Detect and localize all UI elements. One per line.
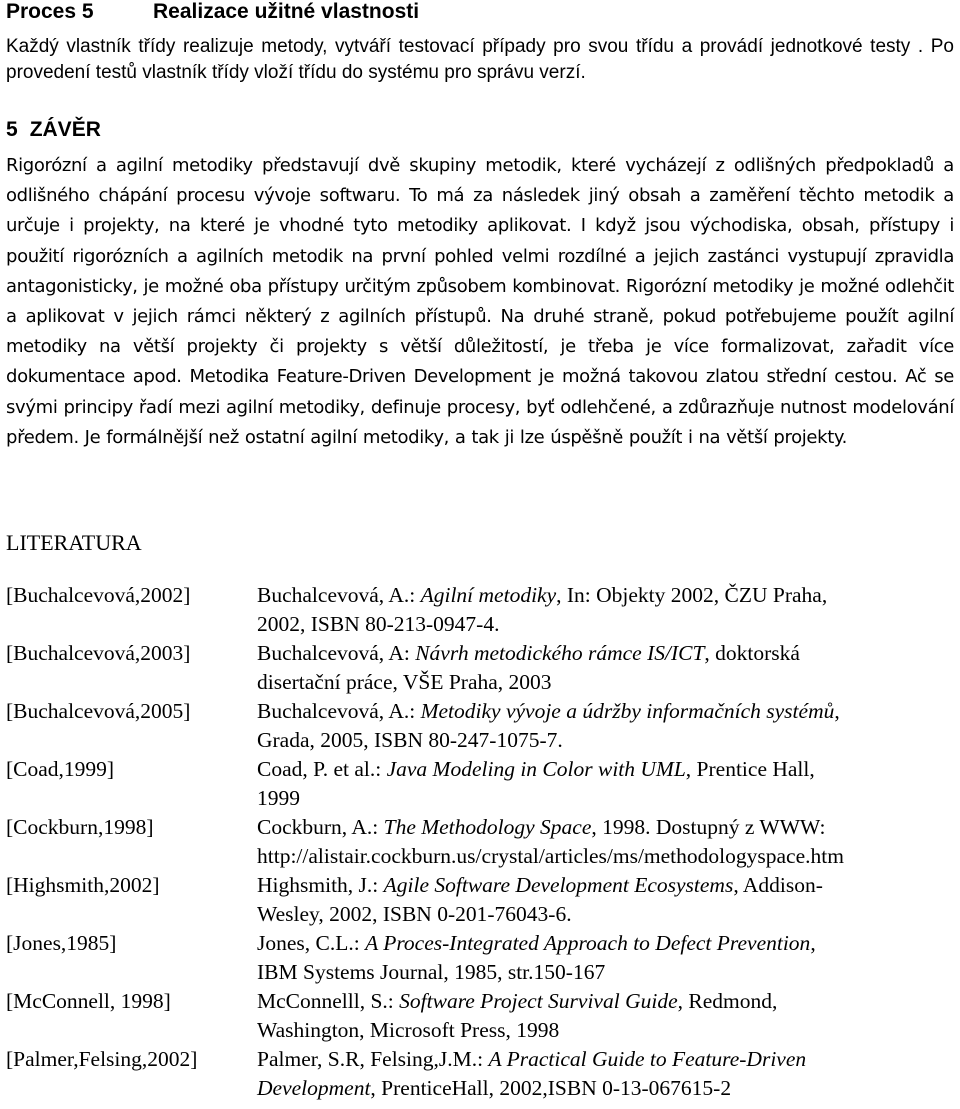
reference-line: [257, 610, 956, 639]
reference-body: [257, 755, 956, 813]
reference-line: [257, 987, 956, 1016]
literature-heading: LITERATURA: [6, 530, 142, 555]
reference-line: [257, 1074, 956, 1103]
reference-details: , doktorská: [704, 640, 800, 665]
reference-title: Software Project Survival Guide: [399, 988, 678, 1013]
reference-details: Washington, Microsoft Press, 1998: [257, 1017, 560, 1042]
reference-author: Buchalcevová, A.:: [257, 583, 421, 607]
reference-body: [257, 697, 956, 755]
process-title: Realizace užitné vlastnosti: [153, 0, 420, 23]
reference-line: [257, 581, 956, 610]
reference-details: 1999: [257, 785, 300, 810]
reference-key: [Buchalcevová,2005]: [6, 698, 191, 723]
reference-line: [257, 668, 956, 697]
reference-title: Java Modeling in Color with UML: [386, 756, 686, 781]
reference-title: A Proces-Integrated Approach to Defect Prevention: [365, 930, 811, 955]
reference-line: [257, 639, 956, 668]
reference-details: , Redmond,: [677, 988, 778, 1013]
reference-details: IBM Systems Journal, 1985, str.150-167: [257, 959, 606, 984]
reference-details: http://alistair.cockburn.us/crystal/articles/ms/methodologyspace.htm: [257, 843, 844, 868]
reference-body: [257, 1045, 956, 1103]
reference-body: [257, 929, 956, 987]
process-label: Proces 5: [6, 0, 94, 23]
reference-details: , 1998. Dostupný z WWW:: [591, 814, 826, 839]
reference-details: 2002, ISBN 80-213-0947-4.: [257, 611, 500, 636]
process-paragraph: Každý vlastník třídy realizuje metody, vytváří testovací případy pro svou třídu a provádí jednotkové testy . Po provedení testů vlastník třídy vloží třídu do systému pro správu verzí.: [6, 36, 954, 83]
reference-entry: [6, 813, 956, 871]
reference-author: Highsmith, J.:: [257, 872, 384, 897]
reference-line: [257, 726, 956, 755]
reference-details: , Addison-: [733, 872, 823, 897]
reference-entry: [6, 581, 956, 639]
reference-entry: [6, 1045, 956, 1103]
reference-details: Grada, 2005, ISBN 80-247-1075-7.: [257, 727, 563, 752]
reference-author: Cockburn, A.:: [257, 814, 384, 839]
reference-line: [257, 784, 956, 813]
reference-title-cont: Development: [257, 1075, 371, 1100]
reference-body: [257, 639, 956, 697]
reference-line: [257, 900, 956, 929]
reference-title: Agile Software Development Ecosystems: [383, 872, 734, 897]
reference-title: The Methodology Space: [383, 814, 592, 839]
reference-line: [257, 842, 956, 871]
reference-title: Agilní metodiky: [420, 583, 557, 607]
reference-entry: [6, 639, 956, 697]
reference-line: [257, 929, 956, 958]
reference-line: [257, 1016, 956, 1045]
reference-author: Jones, C.L.:: [257, 930, 366, 955]
reference-entry: [6, 755, 956, 813]
reference-details: , In: Objekty 2002, ČZU Praha,: [556, 583, 828, 607]
reference-details: , Prentice Hall,: [685, 756, 815, 781]
reference-details: Wesley, 2002, ISBN 0-201-76043-6.: [257, 901, 572, 926]
section-number: 5: [6, 118, 18, 141]
reference-body: [257, 871, 956, 929]
reference-author: Coad, P. et al.:: [257, 756, 387, 781]
reference-key: [Buchalcevová,2003]: [6, 640, 191, 665]
reference-author: Buchalcevová, A.:: [257, 698, 421, 723]
reference-title: Návrh metodického rámce IS/ICT: [415, 640, 705, 665]
reference-body: [257, 581, 956, 639]
reference-title: A Practical Guide to Feature-Driven: [488, 1046, 807, 1071]
reference-details: disertační práce, VŠE Praha, 2003: [257, 669, 552, 694]
reference-key: [Jones,1985]: [6, 930, 117, 955]
reference-author: Palmer, S.R, Felsing,J.M.:: [257, 1046, 489, 1071]
reference-entry: [6, 987, 956, 1045]
reference-key: [Palmer,Felsing,2002]: [6, 1046, 198, 1071]
reference-body: [257, 987, 956, 1045]
reference-title: Metodiky vývoje a údržby informačních systémů: [420, 698, 835, 723]
reference-line: [257, 813, 956, 842]
reference-entry: [6, 871, 956, 929]
reference-entry: [6, 697, 956, 755]
reference-key: [McConnell, 1998]: [6, 988, 171, 1013]
process-heading: [6, 0, 420, 24]
reference-details: , PrenticeHall, 2002,ISBN 0-13-067615-2: [370, 1075, 732, 1100]
reference-author: McConnelll, S.:: [257, 988, 400, 1013]
reference-key: [Buchalcevová,2002]: [6, 583, 191, 607]
reference-body: [257, 813, 956, 871]
reference-entry: [6, 929, 956, 987]
reference-line: [257, 958, 956, 987]
reference-line: [257, 755, 956, 784]
reference-key: [Highsmith,2002]: [6, 872, 160, 897]
reference-line: [257, 871, 956, 900]
reference-key: [Coad,1999]: [6, 756, 115, 781]
conclusion-paragraph: Rigorózní a agilní metodiky představují dvě skupiny metodik, které vycházejí z odlišných předpokladů a odlišného chápání procesu vývoje softwaru. To má za následek jiný obsah a zaměření těchto metodik a určuje i projekty, na které je vhodné tyto metodiky aplikovat. I když jsou východiska, obsah, přístupy i použití rigorózních a agilních metodik na první pohled velmi rozdílné a jejich zastánci vystupují zpravidla antagonisticky, je možné oba přístupy určitým způsobem kombinovat. Rigorózní metodiky je možné odlehčit a aplikovat v jejich rámci některý z agilních přístupů. Na druhé straně, pokud potřebujeme použít agilní metodiky na větší projekty či projekty s větší důležitostí, je třeba je více formalizovat, zařadit více dokumentace apod. Metodika Feature-Driven Development je možná takovou zlatou střední cestou. Ač se svými principy řadí mezi agilní metodiky, definuje procesy, byť odlehčené, a zdůrazňuje nutnost modelování předem. Je formálnější než ostatní agilní metodiky, a tak ji lze úspěšně použít i na větší projekty.: [6, 155, 954, 448]
reference-list: [6, 581, 956, 1103]
reference-details: ,: [834, 698, 840, 723]
reference-author: Buchalcevová, A:: [257, 640, 416, 665]
reference-details: ,: [810, 930, 816, 955]
section-title: ZÁVĚR: [29, 118, 101, 141]
reference-line: [257, 697, 956, 726]
reference-key: [Cockburn,1998]: [6, 814, 154, 839]
reference-line: [257, 1045, 956, 1074]
section-heading: [6, 117, 101, 143]
